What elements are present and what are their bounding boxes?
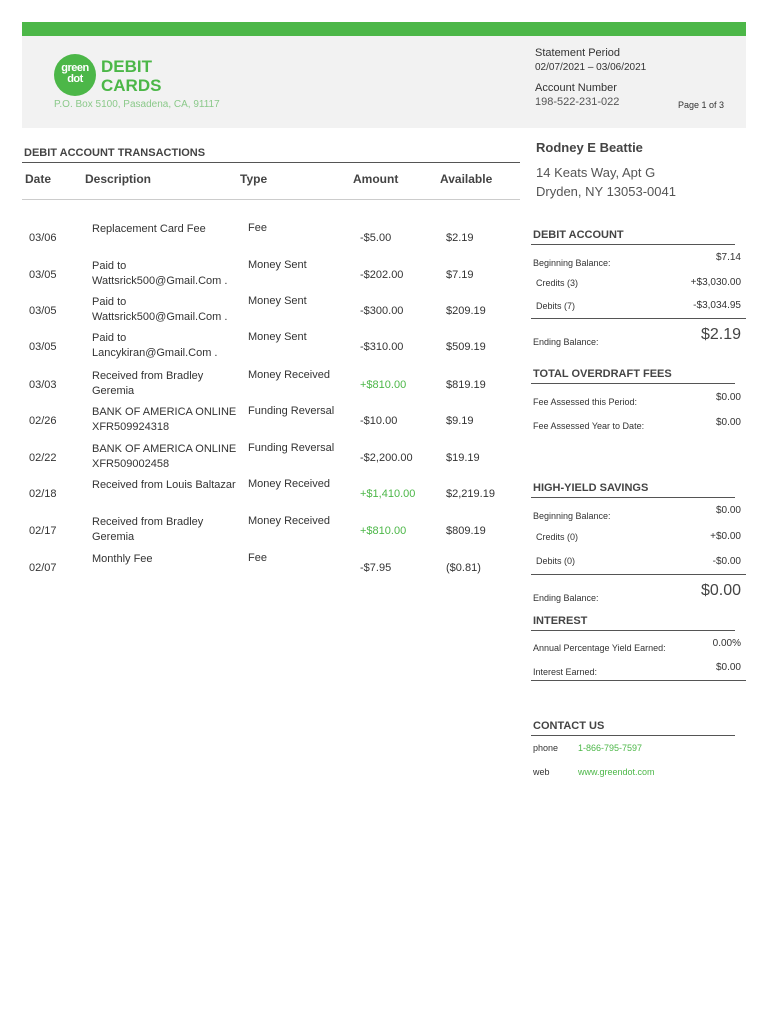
savings-beginning-label: Beginning Balance: [533, 511, 611, 521]
row-description: Received from Bradley Geremia [92, 370, 204, 397]
savings-rule [531, 497, 735, 498]
statement-period-value: 02/07/2021 – 03/06/2021 [535, 62, 647, 73]
table-row [22, 442, 522, 478]
row-description: Received from Louis Baltazar [92, 479, 236, 491]
overdraft-title: TOTAL OVERDRAFT FEES [533, 368, 672, 380]
savings-subtotal-rule [531, 574, 746, 575]
col-head-type: Type [240, 172, 268, 186]
debit-subtotal-rule [531, 318, 746, 319]
debit-beginning-value: $7.14 [715, 252, 741, 263]
table-row [22, 552, 522, 588]
row-date: 03/03 [29, 379, 57, 391]
customer-address-line2: Dryden, NY 13053-0041 [536, 184, 676, 199]
contact-phone-label: phone [533, 743, 559, 753]
interest-apy-label: Annual Percentage Yield Earned: [533, 643, 666, 653]
row-amount: +$810.00 [360, 379, 407, 391]
page-number: Page 1 of 3 [678, 100, 725, 110]
debit-credits-value: +$3,030.00 [690, 277, 741, 288]
savings-ending-label: Ending Balance: [533, 593, 599, 603]
green-dot-logo [54, 54, 96, 96]
row-description: Paid to Wattsrick500@Gmail.Com . [92, 296, 228, 323]
debit-account-rule [531, 244, 735, 245]
savings-beginning-value: $0.00 [715, 505, 741, 516]
customer-address-line1: 14 Keats Way, Apt G [536, 165, 656, 180]
row-description: BANK OF AMERICA ONLINE XFR509002458 [92, 443, 237, 470]
brand-name [101, 57, 161, 95]
savings-credits-value: +$0.00 [710, 531, 741, 542]
debit-debits-value: -$3,034.95 [693, 300, 741, 311]
row-description: Monthly Fee [92, 553, 153, 565]
row-amount: -$5.00 [360, 232, 392, 244]
row-type: Money Sent [248, 259, 307, 271]
row-available: $209.19 [446, 305, 486, 317]
row-amount: -$7.95 [360, 562, 392, 574]
savings-ending-value: $0.00 [700, 582, 741, 599]
col-head-description: Description [85, 172, 152, 186]
row-type: Money Received [248, 369, 330, 381]
brand-name-line1: DEBIT [101, 57, 152, 76]
row-available: $19.19 [446, 452, 480, 464]
row-available: ($0.81) [446, 562, 481, 574]
overdraft-ytd-value: $0.00 [715, 417, 741, 428]
row-description: Received from Bradley Geremia [92, 516, 204, 543]
contact-web-link[interactable]: www.greendot.com [578, 767, 655, 777]
row-description: Replacement Card Fee [92, 223, 206, 235]
contact-phone-link[interactable]: 1-866-795-7597 [578, 743, 643, 753]
row-type: Fee [248, 552, 267, 564]
row-available: $9.19 [446, 415, 474, 427]
account-number-label: Account Number [535, 82, 617, 94]
debit-credits-label: Credits (3) [536, 278, 579, 288]
interest-title: INTEREST [533, 615, 588, 627]
row-amount: -$2,200.00 [360, 452, 413, 464]
row-date: 03/06 [29, 232, 57, 244]
row-amount: -$10.00 [360, 415, 398, 427]
row-available: $819.19 [446, 379, 486, 391]
row-type: Money Received [248, 515, 330, 527]
row-amount: +$1,410.00 [360, 488, 416, 500]
col-head-amount: Amount [353, 172, 399, 186]
row-available: $2,219.19 [446, 488, 495, 500]
col-head-available: Available [440, 172, 493, 186]
overdraft-rule [531, 383, 735, 384]
logo-text-bottom: dot [67, 73, 83, 85]
row-amount: +$810.00 [360, 525, 407, 537]
savings-credits-label: Credits (0) [536, 532, 579, 542]
table-row [22, 222, 522, 258]
statement-period-label: Statement Period [535, 47, 620, 59]
transactions-title: DEBIT ACCOUNT TRANSACTIONS [24, 147, 206, 159]
row-date: 02/22 [29, 452, 57, 464]
brand-name-line2: CARDS [101, 76, 162, 95]
interest-rule [531, 630, 735, 631]
company-address: P.O. Box 5100, Pasadena, CA, 91117 [54, 99, 220, 110]
row-type: Money Sent [248, 295, 307, 307]
transactions-title-rule [22, 162, 520, 163]
customer-name: Rodney E Beattie [536, 140, 643, 155]
savings-debits-value: -$0.00 [712, 556, 741, 567]
debit-ending-value: $2.19 [700, 326, 741, 343]
table-row [22, 515, 522, 551]
top-accent-bar [22, 22, 746, 36]
account-number-value: 198-522-231-022 [535, 96, 620, 108]
savings-debits-label: Debits (0) [536, 556, 576, 566]
row-date: 02/17 [29, 525, 57, 537]
table-row [22, 369, 522, 405]
logo-text-top: green [61, 62, 89, 74]
interest-earned-label: Interest Earned: [533, 667, 598, 677]
row-date: 03/05 [29, 269, 57, 281]
row-description: Paid to Wattsrick500@Gmail.Com . [92, 260, 228, 287]
contact-rule [531, 735, 735, 736]
row-amount: -$300.00 [360, 305, 404, 317]
overdraft-period-value: $0.00 [715, 392, 741, 403]
table-row [22, 259, 522, 295]
overdraft-period-label: Fee Assessed this Period: [533, 397, 638, 407]
interest-bottom-rule [531, 680, 746, 681]
debit-ending-label: Ending Balance: [533, 337, 599, 347]
row-available: $809.19 [446, 525, 486, 537]
row-amount: -$202.00 [360, 269, 404, 281]
savings-title: HIGH-YIELD SAVINGS [533, 482, 649, 494]
contact-title: CONTACT US [533, 720, 605, 732]
interest-earned-value: $0.00 [715, 662, 741, 673]
debit-account-title: DEBIT ACCOUNT [533, 229, 624, 241]
debit-debits-label: Debits (7) [536, 301, 576, 311]
header-rule [22, 199, 520, 200]
row-type: Money Received [248, 478, 330, 490]
row-date: 03/05 [29, 305, 57, 317]
row-available: $7.19 [446, 269, 474, 281]
contact-web-label: web [533, 767, 550, 777]
row-description: BANK OF AMERICA ONLINE XFR509924318 [92, 406, 237, 433]
row-type: Funding Reversal [248, 405, 335, 417]
table-row [22, 405, 522, 441]
table-row [22, 295, 522, 331]
row-amount: -$310.00 [360, 341, 404, 353]
col-head-date: Date [25, 172, 52, 186]
row-date: 03/05 [29, 341, 57, 353]
table-row [22, 331, 522, 367]
row-date: 02/07 [29, 562, 57, 574]
row-date: 02/18 [29, 488, 57, 500]
row-available: $509.19 [446, 341, 486, 353]
overdraft-ytd-label: Fee Assessed Year to Date: [533, 421, 645, 431]
row-type: Funding Reversal [248, 442, 335, 454]
row-date: 02/26 [29, 415, 57, 427]
row-description: Paid to Lancykiran@Gmail.Com . [92, 332, 218, 359]
row-type: Fee [248, 222, 267, 234]
row-available: $2.19 [446, 232, 474, 244]
debit-beginning-label: Beginning Balance: [533, 258, 611, 268]
row-type: Money Sent [248, 331, 307, 343]
table-row [22, 478, 522, 514]
interest-apy-value: 0.00% [712, 638, 741, 649]
